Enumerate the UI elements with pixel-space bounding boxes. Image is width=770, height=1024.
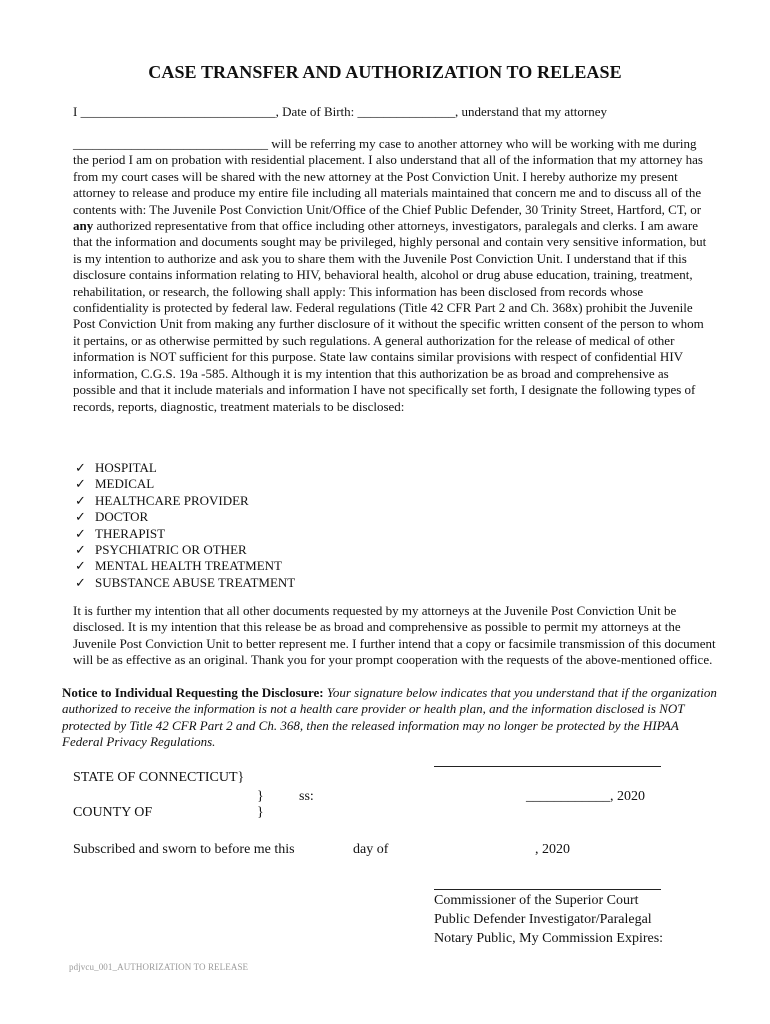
ss-label: ss: bbox=[299, 789, 314, 804]
checklist-item-label: THERAPIST bbox=[95, 525, 166, 541]
subscribed-sworn-text: Subscribed and sworn to before me this bbox=[73, 842, 295, 857]
checklist-item-label: SUBSTANCE ABUSE TREATMENT bbox=[95, 574, 296, 590]
checklist-item-label: DOCTOR bbox=[95, 509, 149, 525]
name-dob-line: I ______________________________, Date of Birth: _______________, understand that my attorney bbox=[73, 104, 608, 119]
year-label: , 2020 bbox=[535, 842, 570, 857]
document-footer: pdjvcu_001_AUTHORIZATION TO RELEASE bbox=[69, 962, 249, 972]
investigator-title: Public Defender Investigator/Paralegal bbox=[434, 912, 652, 927]
notary-title: Notary Public, My Commission Expires: bbox=[434, 931, 664, 946]
checklist-item-label: PSYCHIATRIC OR OTHER bbox=[95, 541, 247, 557]
day-of-label: day of bbox=[353, 842, 389, 857]
checkmark-icon: ✓ bbox=[75, 492, 86, 508]
document-title: CASE TRANSFER AND AUTHORIZATION TO RELEASE bbox=[148, 62, 622, 82]
checklist-item-label: HOSPITAL bbox=[95, 460, 157, 475]
authorization-text-any: any bbox=[73, 218, 94, 234]
date-field: ____________, 2020 bbox=[526, 789, 645, 804]
checkmark-icon: ✓ bbox=[75, 574, 86, 590]
notice-text: Your signature below indicates that you understand that if the organization authorized to receive the information is not a health care provider or health plan, and the information disclosed is NOT protected by Title 42 CFR Part 2 and Ch. 368, then the released information may no longer be protected by the HIPAA Federal Privacy Regulations. bbox=[62, 685, 717, 750]
checkmark-icon: ✓ bbox=[75, 558, 86, 574]
checklist-item bbox=[75, 460, 475, 476]
authorization-text-part2: authorized representative from that office including other attorneys, investigators, paralegals and clerks. I am aware that the information and documents sought may be privileged, highly personal and contain very sensitive information, but is my intention to authorize and ask you to share them with the Juvenile Post Conviction Unit. I understand that if this disclosure contains information relating to HIV, behavioral health, alcohol or drug abuse education, training, treatment, rehabilitation, or research, the following shall apply: This information has been disclosed from records whose confidentiality is protected by federal law. Federal regulations (Title 42 CFR Part 2 and Ch. 368x) prohibit the Juvenile Post Conviction Unit from making any further disclosure of it without the specific written consent of the person to whom it pertains, or as otherwise permitted by such regulations. A general authorization for the release of medical of other information is NOT sufficient for this purpose. State law contains similar provisions with respect of confidential HIV information, C.G.S. 19a -585. Although it is my intention that this authorization be as broad and comprehensive as possible and that it include materials and information I have not specifically set forth, I designate the following types of records, reports, diagnostic, treatment materials to be disclosed: bbox=[73, 218, 707, 414]
checklist-item bbox=[75, 493, 475, 509]
checklist-item bbox=[75, 476, 475, 492]
checkmark-icon: ✓ bbox=[75, 541, 86, 557]
county-label: COUNTY OF bbox=[73, 805, 153, 820]
state-label: STATE OF CONNECTICUT} bbox=[73, 770, 245, 785]
checkmark-icon: ✓ bbox=[75, 525, 86, 541]
checkmark-icon: ✓ bbox=[75, 476, 86, 492]
checkmark-icon: ✓ bbox=[75, 460, 86, 475]
notice-label: Notice to Individual Requesting the Disclosure: bbox=[62, 685, 324, 700]
checklist-item-label: MEDICAL bbox=[95, 476, 155, 492]
brace: } bbox=[257, 805, 264, 820]
records-checklist bbox=[75, 460, 475, 591]
authorization-text-part1: ______________________________ will be referring my case to another attorney who will be working with me during the period I am on probation with residential placement. I also understand that all of the information that my attorney has from my court cases will be shared with the new attorney at the Post Conviction Unit. I hereby authorize my present attorney to release and produce my entire file including all materials maintained that concern me and to discuss all of the contents with: The Juvenile Post Conviction Unit/Office of the Chief Public Defender, 30 Trinity Street, Hartford, CT, or bbox=[73, 136, 703, 217]
brace: } bbox=[257, 789, 264, 804]
authorization-paragraph bbox=[73, 136, 708, 415]
commissioner-title: Commissioner of the Superior Court bbox=[434, 893, 639, 908]
checkmark-icon: ✓ bbox=[75, 509, 86, 525]
commissioner-signature-line bbox=[434, 889, 661, 890]
notice-paragraph bbox=[62, 685, 722, 751]
checklist-item bbox=[75, 526, 475, 542]
checklist-item bbox=[75, 509, 475, 525]
checklist-item-label: HEALTHCARE PROVIDER bbox=[95, 492, 249, 508]
further-intention-paragraph: It is further my intention that all other documents requested by my attorneys at the Juvenile Post Conviction Unit be disclosed. It is my intention that this release be as broad and comprehensive as possible to permit my attorneys at the Juvenile Post Conviction Unit to better represent me. I further intend that a copy or facsimile transmission of this document will be as effective as an original. Thank you for your prompt cooperation with the requests of the above-mentioned office. bbox=[73, 603, 716, 668]
checklist-item bbox=[75, 542, 475, 558]
checklist-item-label: MENTAL HEALTH TREATMENT bbox=[95, 558, 282, 574]
checklist-item bbox=[75, 575, 475, 591]
checklist-item bbox=[75, 558, 475, 574]
client-signature-line bbox=[434, 766, 661, 767]
